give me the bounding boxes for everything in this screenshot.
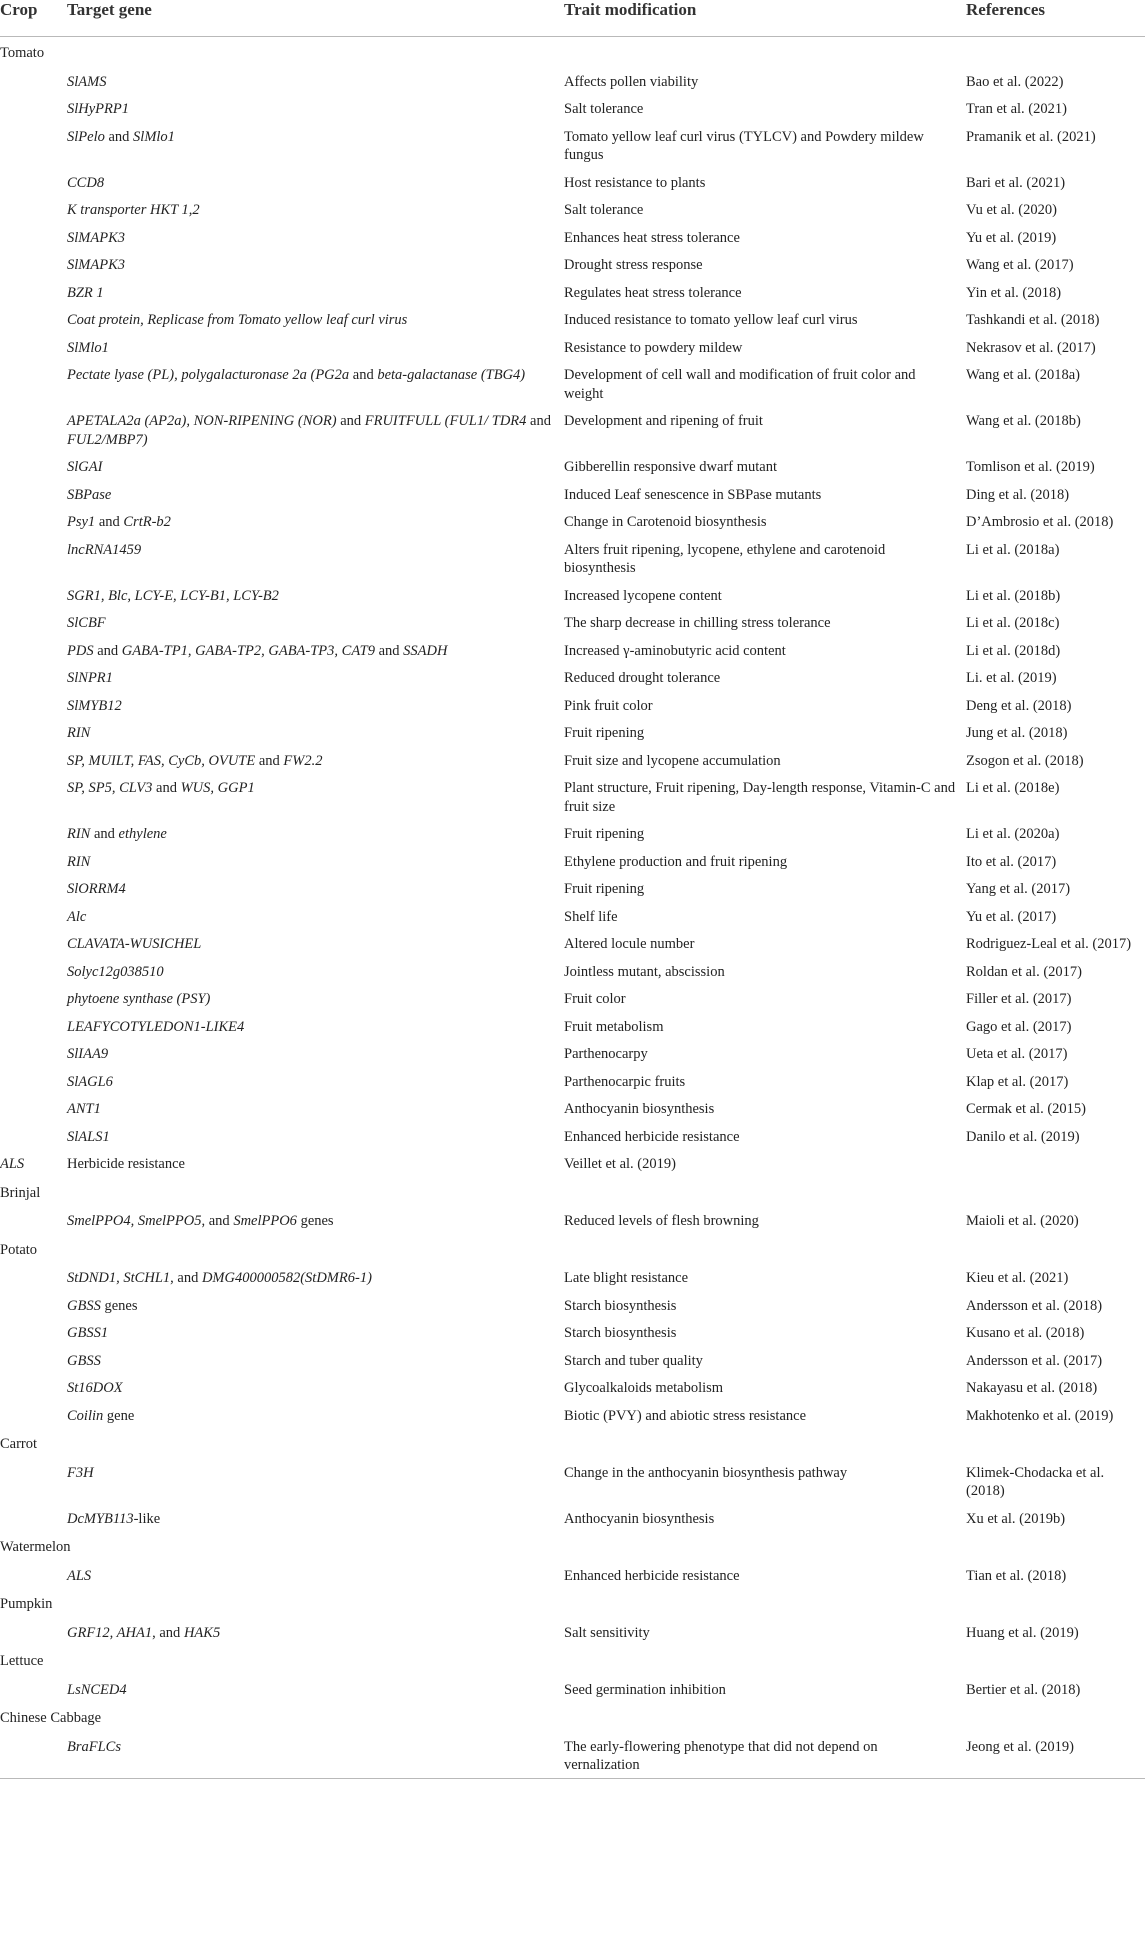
crop-cell-empty <box>0 1732 67 1778</box>
reference-cell: Klimek-Chodacka et al. (2018) <box>966 1464 1105 1499</box>
crop-cell-empty <box>0 480 67 508</box>
target-gene-cell: SlALS1 <box>67 1128 110 1145</box>
table-row <box>0 1346 1145 1374</box>
reference-cell: Xu et al. (2019b) <box>966 1510 1066 1527</box>
table-row <box>0 1561 1145 1589</box>
trait-cell: Anthocyanin biosynthesis <box>564 1510 715 1527</box>
target-gene-cell: SGR1, Blc, LCY-E, LCY-B1, LCY-B2 <box>67 587 279 604</box>
crop-cell-empty <box>0 535 67 581</box>
reference-cell: Filler et al. (2017) <box>966 991 1072 1007</box>
target-gene-cell: LEAFYCOTYLEDON1-LIKE4 <box>67 1018 245 1035</box>
table-row <box>0 902 1145 930</box>
target-gene-cell: SlGAI <box>67 459 103 475</box>
trait-cell: Induced Leaf senescence in SBPase mutants <box>564 486 822 503</box>
table-row <box>0 608 1145 636</box>
header-target-gene: Target gene <box>67 0 564 37</box>
trait-cell: Pink fruit color <box>564 697 653 714</box>
reference-cell: Rodriguez-Leal et al. (2017) <box>966 936 1132 952</box>
target-gene-cell: SlMlo1 <box>67 339 109 356</box>
target-gene-cell: SlPelo and SlMlo1 <box>67 128 175 145</box>
crop-section-row <box>0 1177 1145 1207</box>
table-row <box>0 691 1145 719</box>
crop-cell-empty <box>0 507 67 535</box>
table-row <box>0 929 1145 957</box>
trait-cell: The sharp decrease in chilling stress tolerance <box>564 615 831 631</box>
crop-cell-empty <box>0 278 67 306</box>
crop-label: Brinjal <box>0 1184 41 1201</box>
trait-cell: Development and ripening of fruit <box>564 413 763 429</box>
target-gene-cell: SlMAPK3 <box>67 229 125 246</box>
target-gene-cell: BZR 1 <box>67 284 104 301</box>
target-gene-cell: Psy1 and CrtR-b2 <box>67 514 171 530</box>
table-bottom-rule <box>0 1778 1145 1779</box>
trait-cell: Fruit color <box>564 991 626 1007</box>
crop-cell-empty <box>0 1675 67 1703</box>
trait-cell: Shelf life <box>564 908 618 925</box>
reference-cell: Huang et al. (2019) <box>966 1624 1079 1641</box>
crop-cell-empty <box>0 1122 67 1150</box>
reference-cell: Tashkandi et al. (2018) <box>966 312 1100 328</box>
table-row <box>0 773 1145 819</box>
crop-label: Carrot <box>0 1436 38 1452</box>
table-row <box>0 1291 1145 1319</box>
table-row <box>0 94 1145 122</box>
reference-cell: Nakayasu et al. (2018) <box>966 1380 1098 1396</box>
crop-section-row <box>0 1645 1145 1675</box>
target-gene-cell: RIN and ethylene <box>67 826 167 842</box>
trait-cell: Fruit ripening <box>564 826 645 842</box>
reference-cell: Zsogon et al. (2018) <box>966 752 1084 769</box>
crop-label: Potato <box>0 1241 38 1258</box>
crop-cell-empty <box>0 1039 67 1067</box>
reference-cell: Ito et al. (2017) <box>966 853 1057 870</box>
target-gene-cell: CCD8 <box>67 174 105 191</box>
crop-section-row <box>0 37 1145 67</box>
header-trait: Trait modification <box>564 0 966 37</box>
reference-cell: Andersson et al. (2017) <box>966 1352 1103 1369</box>
crop-section-row <box>0 1428 1145 1458</box>
target-gene-cell: PDS and GABA-TP1, GABA-TP2, GABA-TP3, CAT9 and SSADH <box>67 642 448 659</box>
target-gene-cell: SlMYB12 <box>67 697 122 714</box>
trait-cell: The early-flowering phenotype that did not depend on vernalization <box>564 1738 878 1773</box>
table-row <box>0 195 1145 223</box>
target-gene-cell: CLAVATA-WUSICHEL <box>67 936 202 952</box>
reference-cell: Jeong et al. (2019) <box>966 1738 1074 1755</box>
target-gene-cell: SlORRM4 <box>67 881 126 897</box>
reference-cell: Li et al. (2018a) <box>966 541 1060 558</box>
crop-cell-empty <box>0 360 67 406</box>
trait-cell: Gibberellin responsive dwarf mutant <box>564 459 778 475</box>
reference-cell: Tian et al. (2018) <box>966 1567 1067 1584</box>
reference-cell: Kieu et al. (2021) <box>966 1270 1069 1286</box>
crop-cell-empty <box>0 847 67 875</box>
trait-cell: Enhances heat stress tolerance <box>564 229 740 246</box>
crop-cell-empty <box>0 1094 67 1122</box>
reference-cell: Kusano et al. (2018) <box>966 1325 1085 1341</box>
target-gene-cell: GRF12, AHA1, and HAK5 <box>67 1624 221 1641</box>
crop-cell-empty <box>0 250 67 278</box>
crop-cell-empty <box>0 929 67 957</box>
trait-cell: Increased γ-aminobutyric acid content <box>564 642 786 659</box>
target-gene-cell: SlAGL6 <box>67 1073 113 1090</box>
crop-cell-empty <box>0 1318 67 1346</box>
trait-cell: Plant structure, Fruit ripening, Day-length response, Vitamin-C and fruit size <box>564 780 956 815</box>
trait-cell: Glycoalkaloids metabolism <box>564 1380 724 1396</box>
target-gene-cell: ANT1 <box>67 1101 101 1117</box>
trait-cell: Salt sensitivity <box>564 1624 650 1641</box>
table-row <box>0 718 1145 746</box>
target-gene-cell: GBSS genes <box>67 1297 138 1314</box>
reference-cell: Li et al. (2018b) <box>966 587 1061 604</box>
crop-cell-empty <box>0 957 67 985</box>
crop-cell-empty <box>0 608 67 636</box>
reference-cell: Danilo et al. (2019) <box>966 1128 1080 1145</box>
crop-cell-empty <box>0 168 67 196</box>
table-row <box>0 847 1145 875</box>
crop-section-row <box>0 1531 1145 1561</box>
reference-cell: Ueta et al. (2017) <box>966 1046 1068 1062</box>
crop-cell-empty <box>0 1012 67 1040</box>
target-gene-cell: SlHyPRP1 <box>67 101 130 117</box>
crop-cell-empty <box>0 452 67 480</box>
target-gene-cell: APETALA2a (AP2a), NON-RIPENING (NOR) and FRUITFULL (FUL1/ TDR4 and FUL2/MBP7) <box>67 413 551 448</box>
table-row <box>0 1318 1145 1346</box>
table-row <box>0 1149 1145 1177</box>
crop-cell-empty <box>0 581 67 609</box>
reference-cell: Bertier et al. (2018) <box>966 1681 1081 1698</box>
table-row <box>0 1263 1145 1291</box>
target-gene-cell: Alc <box>67 908 87 925</box>
reference-cell: Yu et al. (2019) <box>966 229 1057 246</box>
trait-cell: Regulates heat stress tolerance <box>564 284 742 301</box>
reference-cell: Tomlison et al. (2019) <box>966 459 1095 475</box>
table-row <box>0 333 1145 361</box>
target-gene-cell: lncRNA1459 <box>67 541 142 558</box>
target-gene-cell: SP, MUILT, FAS, CyCb, OVUTE and FW2.2 <box>67 752 323 769</box>
trait-cell: Increased lycopene content <box>564 587 722 604</box>
table-row <box>0 1067 1145 1095</box>
target-gene-cell: StDND1, StCHL1, and DMG400000582(StDMR6-1) <box>67 1270 372 1286</box>
reference-cell: Bao et al. (2022) <box>966 73 1064 90</box>
trait-cell: Starch biosynthesis <box>564 1297 677 1314</box>
reference-cell: Ding et al. (2018) <box>966 486 1070 503</box>
reference-cell: Maioli et al. (2020) <box>966 1213 1079 1229</box>
crop-cell-empty <box>0 67 67 95</box>
trait-cell: Alters fruit ripening, lycopene, ethylene and carotenoid biosynthesis <box>564 541 886 576</box>
trait-cell: Host resistance to plants <box>564 174 706 191</box>
reference-cell: Makhotenko et al. (2019) <box>966 1407 1114 1424</box>
table-row <box>0 1675 1145 1703</box>
table-row <box>0 452 1145 480</box>
crop-cell-empty <box>0 746 67 774</box>
target-gene-cell: SmelPPO4, SmelPPO5, and SmelPPO6 genes <box>67 1213 334 1229</box>
trait-cell: Fruit metabolism <box>564 1018 664 1035</box>
crop-label: Tomato <box>0 45 45 61</box>
table-row <box>0 250 1145 278</box>
table-row <box>0 1458 1145 1504</box>
table-row <box>0 507 1145 535</box>
reference-cell: Li et al. (2020a) <box>966 826 1060 842</box>
table-row <box>0 168 1145 196</box>
target-gene-cell: SlIAA9 <box>67 1046 109 1062</box>
table-row <box>0 360 1145 406</box>
target-gene-cell: BraFLCs <box>67 1738 121 1755</box>
reference-cell: Wang et al. (2018a) <box>966 367 1080 383</box>
target-gene-cell: GBSS <box>67 1352 101 1369</box>
trait-cell: Reduced levels of flesh browning <box>564 1213 759 1229</box>
crop-label: Chinese Cabbage <box>0 1710 102 1726</box>
reference-cell <box>966 1149 1145 1177</box>
target-gene-cell: SBPase <box>67 486 112 503</box>
crop-cell-empty <box>0 819 67 847</box>
target-gene-cell: Coilin gene <box>67 1407 135 1424</box>
crop-cell-empty <box>0 663 67 691</box>
trait-cell: Parthenocarpic fruits <box>564 1073 686 1090</box>
table-row <box>0 1504 1145 1532</box>
crop-cell-empty <box>0 1206 67 1234</box>
crop-cell-empty <box>0 1263 67 1291</box>
target-gene-cell: ALS <box>67 1567 92 1584</box>
table-row <box>0 581 1145 609</box>
crop-cell-empty <box>0 1618 67 1646</box>
table-row <box>0 636 1145 664</box>
trait-cell: Development of cell wall and modification of fruit color and weight <box>564 367 916 402</box>
reference-cell: Yu et al. (2017) <box>966 908 1057 925</box>
reference-cell: Wang et al. (2017) <box>966 257 1074 273</box>
crop-cell-empty <box>0 195 67 223</box>
reference-cell: Deng et al. (2018) <box>966 697 1072 714</box>
table-row <box>0 1373 1145 1401</box>
trait-cell: Parthenocarpy <box>564 1046 648 1062</box>
trait-cell: Starch and tuber quality <box>564 1352 703 1369</box>
crop-cell-empty <box>0 406 67 452</box>
reference-cell: Andersson et al. (2018) <box>966 1297 1103 1314</box>
table-row <box>0 480 1145 508</box>
table-row <box>0 1401 1145 1429</box>
crop-cell-empty <box>0 1401 67 1429</box>
table-row <box>0 122 1145 168</box>
trait-cell: Resistance to powdery mildew <box>564 339 743 356</box>
table-row <box>0 819 1145 847</box>
target-gene-cell: SlCBF <box>67 615 106 631</box>
crop-cell-empty <box>0 1373 67 1401</box>
reference-cell: Pramanik et al. (2021) <box>966 128 1096 145</box>
target-gene-cell: phytoene synthase (PSY) <box>67 991 211 1007</box>
target-gene-cell: SlAMS <box>67 73 107 90</box>
table-row <box>0 1206 1145 1234</box>
trait-cell: Induced resistance to tomato yellow leaf curl virus <box>564 312 858 328</box>
crop-cell-empty <box>0 305 67 333</box>
target-gene-cell: RIN <box>67 725 91 741</box>
reference-cell: Li et al. (2018c) <box>966 615 1060 631</box>
trait-cell: Anthocyanin biosynthesis <box>564 1101 715 1117</box>
trait-cell: Jointless mutant, abscission <box>564 963 725 980</box>
target-gene-cell: SlMAPK3 <box>67 257 125 273</box>
reference-cell: Cermak et al. (2015) <box>966 1101 1086 1117</box>
target-gene-cell: DcMYB113-like <box>67 1510 161 1527</box>
table-row <box>0 984 1145 1012</box>
crop-cell-empty <box>0 1346 67 1374</box>
table-row <box>0 406 1145 452</box>
table-row <box>0 1039 1145 1067</box>
table-row <box>0 223 1145 251</box>
als-crop-cell: ALS <box>0 1156 25 1172</box>
crop-cell-empty <box>0 902 67 930</box>
table-row <box>0 535 1145 581</box>
table-row <box>0 1732 1145 1778</box>
target-gene-cell: RIN <box>67 853 91 870</box>
table-row <box>0 1122 1145 1150</box>
target-gene-cell: Coat protein, Replicase from Tomato yellow leaf curl virus <box>67 312 408 328</box>
trait-cell: Tomato yellow leaf curl virus (TYLCV) and Powdery mildew fungus <box>564 128 924 163</box>
crop-section-row <box>0 1588 1145 1618</box>
reference-cell: Nekrasov et al. (2017) <box>966 339 1096 356</box>
crop-section-row <box>0 1234 1145 1264</box>
reference-cell: Jung et al. (2018) <box>966 725 1068 741</box>
trait-cell: Fruit ripening <box>564 881 645 897</box>
crop-label: Lettuce <box>0 1653 44 1669</box>
crop-label: Pumpkin <box>0 1596 53 1612</box>
table-row <box>0 874 1145 902</box>
reference-cell: Tran et al. (2021) <box>966 101 1067 117</box>
crop-label: Watermelon <box>0 1539 71 1555</box>
trait-cell: Enhanced herbicide resistance <box>564 1567 740 1584</box>
crop-cell-empty <box>0 636 67 664</box>
trait-cell: Drought stress response <box>564 257 703 273</box>
crop-cell-empty <box>0 773 67 819</box>
target-gene-cell: Herbicide resistance <box>67 1156 185 1172</box>
reference-cell: Bari et al. (2021) <box>966 174 1066 191</box>
trait-cell: Seed germination inhibition <box>564 1681 726 1698</box>
trait-cell: Veillet et al. (2019) <box>564 1156 676 1172</box>
crop-cell-empty <box>0 1504 67 1532</box>
trait-cell: Enhanced herbicide resistance <box>564 1128 740 1145</box>
table-body <box>0 37 1145 1778</box>
crop-cell-empty <box>0 984 67 1012</box>
crop-cell-empty <box>0 874 67 902</box>
reference-cell: Yang et al. (2017) <box>966 881 1071 897</box>
target-gene-cell: F3H <box>67 1464 94 1481</box>
target-gene-cell: SlNPR1 <box>67 670 113 686</box>
reference-cell: Li et al. (2018e) <box>966 780 1060 796</box>
trait-cell: Change in Carotenoid biosynthesis <box>564 514 767 530</box>
crop-cell-empty <box>0 1067 67 1095</box>
reference-cell: Vu et al. (2020) <box>966 202 1057 218</box>
reference-cell: Wang et al. (2018b) <box>966 413 1081 429</box>
table-row <box>0 67 1145 95</box>
trait-cell: Change in the anthocyanin biosynthesis pathway <box>564 1464 848 1481</box>
trait-cell: Altered locule number <box>564 936 695 952</box>
target-gene-cell: Solyc12g038510 <box>67 963 164 980</box>
table-row <box>0 1012 1145 1040</box>
header-references: References <box>966 0 1145 37</box>
trait-cell: Affects pollen viability <box>564 73 699 90</box>
reference-cell: Roldan et al. (2017) <box>966 963 1082 980</box>
target-gene-cell: St16DOX <box>67 1380 123 1396</box>
crop-cell-empty <box>0 1561 67 1589</box>
trait-cell: Salt tolerance <box>564 202 644 218</box>
reference-cell: Yin et al. (2018) <box>966 284 1062 301</box>
table-row <box>0 1094 1145 1122</box>
crop-cell-empty <box>0 94 67 122</box>
reference-cell: Li et al. (2018d) <box>966 642 1061 659</box>
target-gene-cell: K transporter HKT 1,2 <box>67 202 200 218</box>
crop-cell-empty <box>0 718 67 746</box>
crop-cell-empty <box>0 1458 67 1504</box>
target-gene-cell: LsNCED4 <box>67 1681 127 1698</box>
crop-cell-empty <box>0 122 67 168</box>
trait-cell: Reduced drought tolerance <box>564 670 721 686</box>
trait-cell: Late blight resistance <box>564 1270 689 1286</box>
target-gene-cell: GBSS1 <box>67 1325 109 1341</box>
reference-cell: Gago et al. (2017) <box>966 1018 1072 1035</box>
table-row <box>0 1618 1145 1646</box>
table-row <box>0 957 1145 985</box>
crop-cell-empty <box>0 333 67 361</box>
reference-cell: Klap et al. (2017) <box>966 1073 1069 1090</box>
target-gene-cell: SP, SP5, CLV3 and WUS, GGP1 <box>67 780 255 796</box>
table-row <box>0 746 1145 774</box>
trait-cell: Starch biosynthesis <box>564 1325 677 1341</box>
table-row <box>0 663 1145 691</box>
table-row <box>0 305 1145 333</box>
trait-cell: Ethylene production and fruit ripening <box>564 853 788 870</box>
reference-cell: Li. et al. (2019) <box>966 670 1057 686</box>
reference-cell: D’Ambrosio et al. (2018) <box>966 514 1114 530</box>
target-gene-cell: Pectate lyase (PL), polygalacturonase 2a (PG2a and beta-galactanase (TBG4) <box>67 367 526 383</box>
crop-cell-empty <box>0 691 67 719</box>
table-header <box>0 0 1145 37</box>
trait-cell: Salt tolerance <box>564 101 644 117</box>
trait-cell: Fruit size and lycopene accumulation <box>564 752 781 769</box>
trait-cell: Biotic (PVY) and abiotic stress resistance <box>564 1407 807 1424</box>
header-crop: Crop <box>0 0 67 37</box>
crop-cell-empty <box>0 1291 67 1319</box>
crop-section-row <box>0 1702 1145 1732</box>
crop-cell-empty <box>0 223 67 251</box>
trait-cell: Fruit ripening <box>564 725 645 741</box>
table-row <box>0 278 1145 306</box>
